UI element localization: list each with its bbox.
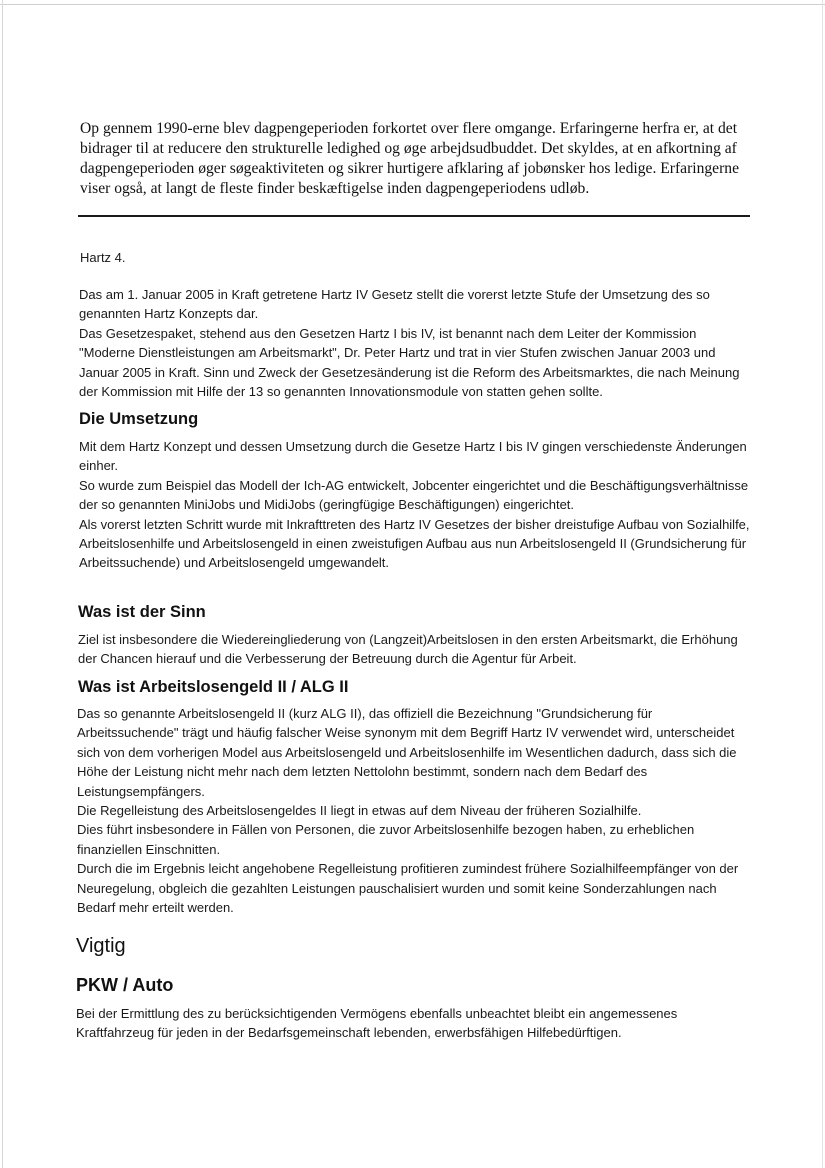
scan-edge-top	[0, 4, 825, 5]
alg-paragraph-2: Die Regelleistung des Arbeitslosengeldes II liegt in etwas auf dem Niveau der früheren Sozialhilfe.	[77, 803, 642, 819]
intro-paragraph-1: Das am 1. Januar 2005 in Kraft getretene Hartz IV Gesetz stellt die vorerst letzte Stufe der Umsetzung des so genannten Hartz Konzepts dar.	[79, 287, 710, 322]
alg-section	[77, 704, 749, 917]
alg-paragraph-4: Durch die im Ergebnis leicht angehobene Regelleistung profitieren zumindest frühere Sozialhilfeempfänger von der Neuregelung, obgleich die gezahlten Leistungen pauschalisiert wurden und somit keine Sonderzahlungen nach Bedarf mehr erteilt werden.	[77, 861, 739, 916]
scan-edge-right	[822, 0, 823, 1168]
umsetzung-paragraph-3: Als vorerst letzten Schritt wurde mit Inkrafttreten des Hartz IV Gesetzes der bisher dreistufige Aufbau von Sozialhilfe, Arbeitslosenhilfe und Arbeitslosengeld in einen zweistufigen Aufbau aus nun Arbeitslosengeld II (Grundsicherung für Arbeitssuchende) und Arbeitslosengeld umgewandelt.	[79, 516, 750, 571]
danish-paragraph: Op gennem 1990-erne blev dagpengeperioden forkortet over flere omgange. Erfaringerne herfra er, at det bidrager til at reducere den strukturelle ledighed og øge arbejdsudbuddet. Det skyldes, at en afkortning af dagpengeperioden øger søgeaktiviteten og sikrer hurtigere afklaring af jobønsker hos ledige. Erfaringerne viser også, at langt de fleste finder beskæftigelse inden dagpengeperiodens udløb.	[80, 120, 740, 197]
section-heading-sinn: Was ist der Sinn	[78, 603, 206, 621]
horizontal-rule	[78, 215, 750, 217]
intro-section	[79, 285, 751, 401]
umsetzung-paragraph-2: So wurde zum Beispiel das Modell der Ich-AG entwickelt, Jobcenter eingerichtet und die Beschäftigungsverhältnisse der so genannten MiniJobs und MidiJobs (geringfügige Beschäftigungen) eingerichtet.	[79, 477, 749, 513]
alg-paragraph-3: Dies führt insbesondere in Fällen von Personen, die zuvor Arbeitslosenhilfe bezogen haben, zu erheblichen finanziellen Einschnitten.	[77, 822, 695, 857]
hartz-label: Hartz 4.	[80, 250, 126, 265]
section-heading-alg: Was ist Arbeitslosengeld II / ALG II	[78, 678, 349, 696]
sinn-section	[78, 630, 750, 669]
scan-edge-left	[2, 0, 3, 1168]
pkw-paragraph-1: Bei der Ermittlung des zu berücksichtigenden Vermögens ebenfalls unbeachtet bleibt ein angemessenes Kraftfahrzeug für jeden in der Bedarfsgemeinschaft lebenden, erwerbsfähigen Hilfebedürftigen.	[76, 1006, 678, 1041]
pkw-section	[76, 1004, 748, 1043]
sinn-paragraph-1: Ziel ist insbesondere die Wiedereingliederung von (Langzeit)Arbeitslosen in den ersten Arbeitsmarkt, die Erhöhung der Chancen hierauf und die Verbesserung der Betreuung durch die Agentur für Arbeit.	[78, 632, 738, 667]
section-heading-pkw: PKW / Auto	[76, 975, 174, 995]
vigtig-heading: Vigtig	[76, 935, 126, 957]
umsetzung-section	[79, 437, 751, 573]
intro-paragraph-2: Das Gesetzespaket, stehend aus den Gesetzen Hartz I bis IV, ist benannt nach dem Leiter der Kommission "Moderne Dienstleistungen am Arbeitsmarkt", Dr. Peter Hartz und trat in vier Stufen zwischen Januar 2003 und Januar 2005 in Kraft. Sinn und Zweck der Gesetzesänderung ist die Reform des Arbeitsmarktes, die nach Meinung der Kommission mit Hilfe der 13 so genannten Innovationsmodule von statten gehen sollte.	[79, 325, 740, 400]
alg-paragraph-1: Das so genannte Arbeitslosengeld II (kurz ALG II), das offiziell die Bezeichnung "Grundsicherung für Arbeitssuchende" trägt und häufig falscher Weise synonym mit dem Begriff Hartz IV verwendet wird, unterscheidet sich von dem vorherigen Model aus Arbeitslosengeld und Arbeitslosenhilfe im Wesentlichen dadurch, dass sich die Höhe der Leistung nicht mehr nach dem letzten Nettolohn bestimmt, sondern nach dem Bedarf des Leistungsempfängers.	[77, 706, 737, 799]
umsetzung-paragraph-1: Mit dem Hartz Konzept und dessen Umsetzung durch die Gesetze Hartz I bis IV gingen verschiedenste Änderungen einher.	[79, 439, 747, 474]
section-heading-umsetzung: Die Umsetzung	[79, 410, 199, 428]
